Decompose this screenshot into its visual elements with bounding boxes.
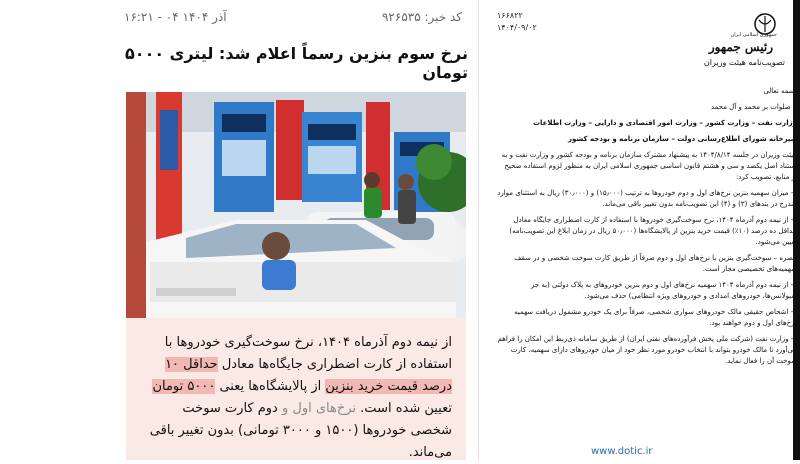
- decree-number-value: ۱۶۶۸۲۲: [497, 11, 523, 20]
- article-meta: [124, 10, 462, 28]
- decree-body: [497, 86, 797, 372]
- footer: [591, 446, 691, 457]
- publish-datetime: ۱۶:۲۱ - ۰۴ آذر ۱۴۰۴: [124, 10, 227, 24]
- org-title: رئیس جمهور: [708, 40, 773, 54]
- decree-paragraph: ۵- وزارت نفت (شرکت ملی پخش فرآورده‌های نفتی ایران) از طریق سامانه ذی‌ربط این امکان را فراهم می‌آورد تا مالک خودرو بتواند با انتخاب خودرو مورد نظر خود از میان خودروهای دارای سهمیه، کارت سوخت آن را فعال نماید.: [497, 335, 797, 365]
- gas-station-photo: [126, 92, 466, 318]
- lead-highlight-1: حداقل ۱۰ درصد قیمت خرید بنزین: [165, 357, 452, 394]
- gas-station-illustration: [126, 92, 466, 318]
- salavat-line: با صلوات بر محمد و آل محمد: [710, 103, 797, 111]
- decree-paragraph: ۴- اشخاص حقیقی مالک خودروهای سواری شخصی، صرفاً برای یک خودرو مشمول دریافت سهمیه نرخ‌های اول و دوم خواهند بود.: [514, 308, 797, 327]
- news-code: کد خبر: ۹۲۶۵۳۵: [381, 10, 462, 24]
- lead-part-3: تعیین شده است.: [360, 401, 452, 416]
- decree-date-value: ۱۴۰۴/۰۹/۰۲: [497, 23, 537, 32]
- decree-paragraph: هیئت وزیران در جلسه ۱۴۰۴/۸/۱۴ به پیشنهاد مشترک سازمان برنامه و بودجه کشور و وزارت نفت و به استناد اصل یکصد و سی و هشتم قانون اساسی جمهوری اسلامی ایران به منظور لزوم استفاده صحیح از منابع، تصویب کرد:: [501, 151, 797, 181]
- decree-header: [621, 10, 800, 70]
- decree-number: [497, 10, 557, 34]
- decree-paragraph: ۲- از نیمه دوم آذرماه ۱۴۰۴، نرخ سوخت‌گیری خودروها با استفاده از کارت اضطراری جایگاه معادل حداقل ده درصد (۱۰٪) قیمت خرید بنزین از پالایشگاه‌ها (۵۰٫۰۰۰ ریال در زمان ابلاغ این تصویب‌نامه) تعیین می‌شود.: [509, 216, 797, 246]
- lead-part-4: دوم کارت سوخت شخصی خودروها (۱۵۰۰ و ۳۰۰۰ تومانی) بدون تغییر باقی می‌ماند.: [149, 401, 452, 460]
- org-subtitle: تصویب‌نامه هیئت وزیران: [703, 58, 785, 67]
- article-lead-box: [126, 318, 466, 460]
- recipients-line-1: وزارت نفت – وزارت کشور – وزارت امور اقتصادی و دارایی – وزارت اطلاعات: [532, 119, 797, 127]
- decree-paragraph: تبصره – سوخت‌گیری بنزین با نرخ‌های اول و دوم صرفاً از طریق کارت سوخت شخصی و در سقف سهمیه‌های تخصیصی مجاز است.: [514, 254, 797, 273]
- lead-highlight-2: ۵۰۰۰ تومان: [152, 379, 216, 394]
- lead-part-1: از نیمه دوم آذرماه ۱۴۰۴، نرخ سوخت‌گیری خودروها با استفاده از کارت اضطراری جایگاه‌ها معادل: [164, 335, 452, 372]
- recipients-line-2: دبیرخانه شورای اطلاع‌رسانی دولت – سازمان برنامه و بودجه کشور: [567, 135, 797, 143]
- bismillah: بسمه تعالی: [763, 87, 797, 95]
- seal-text: جمهوری اسلامی ایران: [730, 32, 777, 38]
- decree-paragraph: ۳- از نیمه دوم آذرماه ۱۴۰۴ سهمیه نرخ‌های اول و دوم بنزین خودروهای به پلاک دولتی (به جز آمبولانس‌ها، خودروهای امدادی و خودروهای ویژه انتظامی) حذف می‌شود.: [530, 281, 797, 300]
- lead-faded: نرخ‌های اول و: [281, 401, 361, 416]
- government-decree-document: [478, 0, 800, 460]
- article-lead-text: [140, 332, 452, 464]
- decree-paragraph: ۱- میزان سهمیه بنزین نرخ‌های اول و دوم خودروها به ترتیب (۱۵٫۰۰۰) و (۳۰٫۰۰۰) ریال به استثنای موارد مندرج در بندهای (۳) و (۴) این تصویب‌نامه بدون تغییر باقی می‌ماند.: [497, 189, 797, 208]
- article-headline: نرخ سوم بنزین رسماً اعلام شد: لیتری ۵۰۰۰ تومان: [125, 44, 468, 82]
- footer-url[interactable]: www.dotic.ir: [591, 446, 653, 457]
- lead-part-2: از پالایشگاه‌ها یعنی: [215, 379, 326, 394]
